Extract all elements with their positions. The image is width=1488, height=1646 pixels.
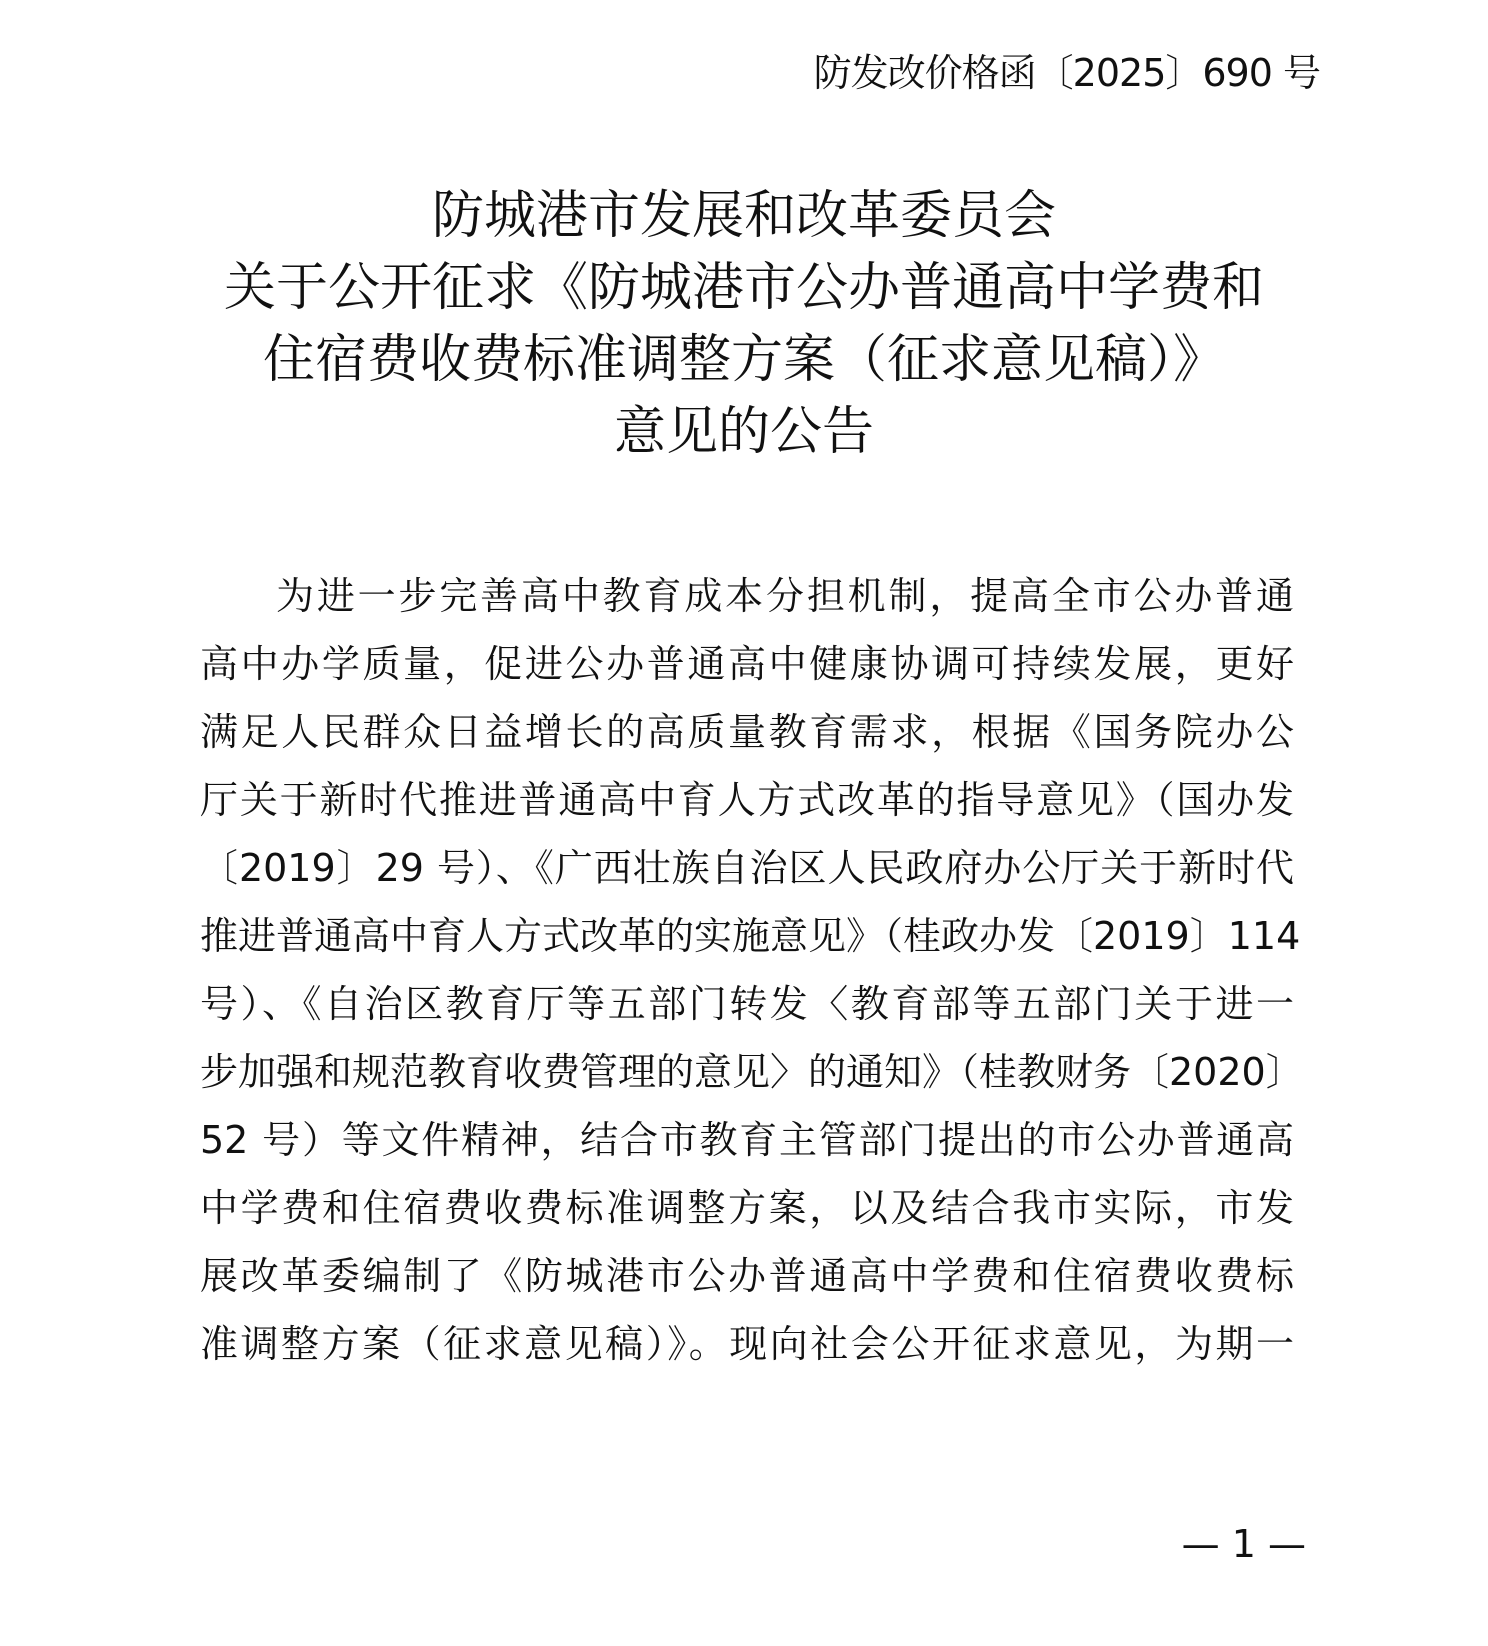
- body-line: 推进普通高中育人方式改革的实施意见》（桂政办发〔2019〕114: [200, 914, 1301, 958]
- body-line: 中学费和住宿费收费标准调整方案，以及结合我市实际，市发: [200, 1186, 1294, 1230]
- page-number: — 1 —: [1181, 1522, 1306, 1566]
- body-line: 准调整方案（征求意见稿）》。现向社会公开征求意见，为期一: [200, 1322, 1294, 1366]
- body-line: 〔2019〕29 号）、《广西壮族自治区人民政府办公厅关于新时代: [200, 846, 1294, 890]
- body-paragraph: [200, 562, 1304, 1378]
- title-line: 住宿费收费标准调整方案（征求意见稿）》: [262, 330, 1225, 390]
- document-number: 防发改价格函〔2025〕690 号: [813, 51, 1320, 95]
- body-line: 为进一步完善高中教育成本分担机制，提高全市公办普通: [276, 574, 1294, 618]
- title-line: 关于公开征求《防城港市公办普通高中学费和: [223, 258, 1264, 318]
- body-line: 号）、《自治区教育厅等五部门转发〈教育部等五部门关于进一: [200, 982, 1294, 1026]
- body-line: 52 号）等文件精神，结合市教育主管部门提出的市公办普通高: [200, 1118, 1294, 1162]
- title-line: 防城港市发展和改革委员会: [431, 186, 1056, 246]
- title-line: 意见的公告: [613, 402, 874, 462]
- body-line: 高中办学质量，促进公办普通高中健康协调可持续发展，更好: [200, 642, 1294, 686]
- body-line: 厅关于新时代推进普通高中育人方式改革的指导意见》（国办发: [200, 778, 1294, 822]
- document-title: [150, 180, 1338, 468]
- body-line: 步加强和规范教育收费管理的意见〉的通知》（桂教财务〔2020〕: [200, 1050, 1304, 1094]
- body-line: 满足人民群众日益增长的高质量教育需求，根据《国务院办公: [200, 710, 1294, 754]
- body-line: 展改革委编制了《防城港市公办普通高中学费和住宿费收费标: [200, 1254, 1294, 1298]
